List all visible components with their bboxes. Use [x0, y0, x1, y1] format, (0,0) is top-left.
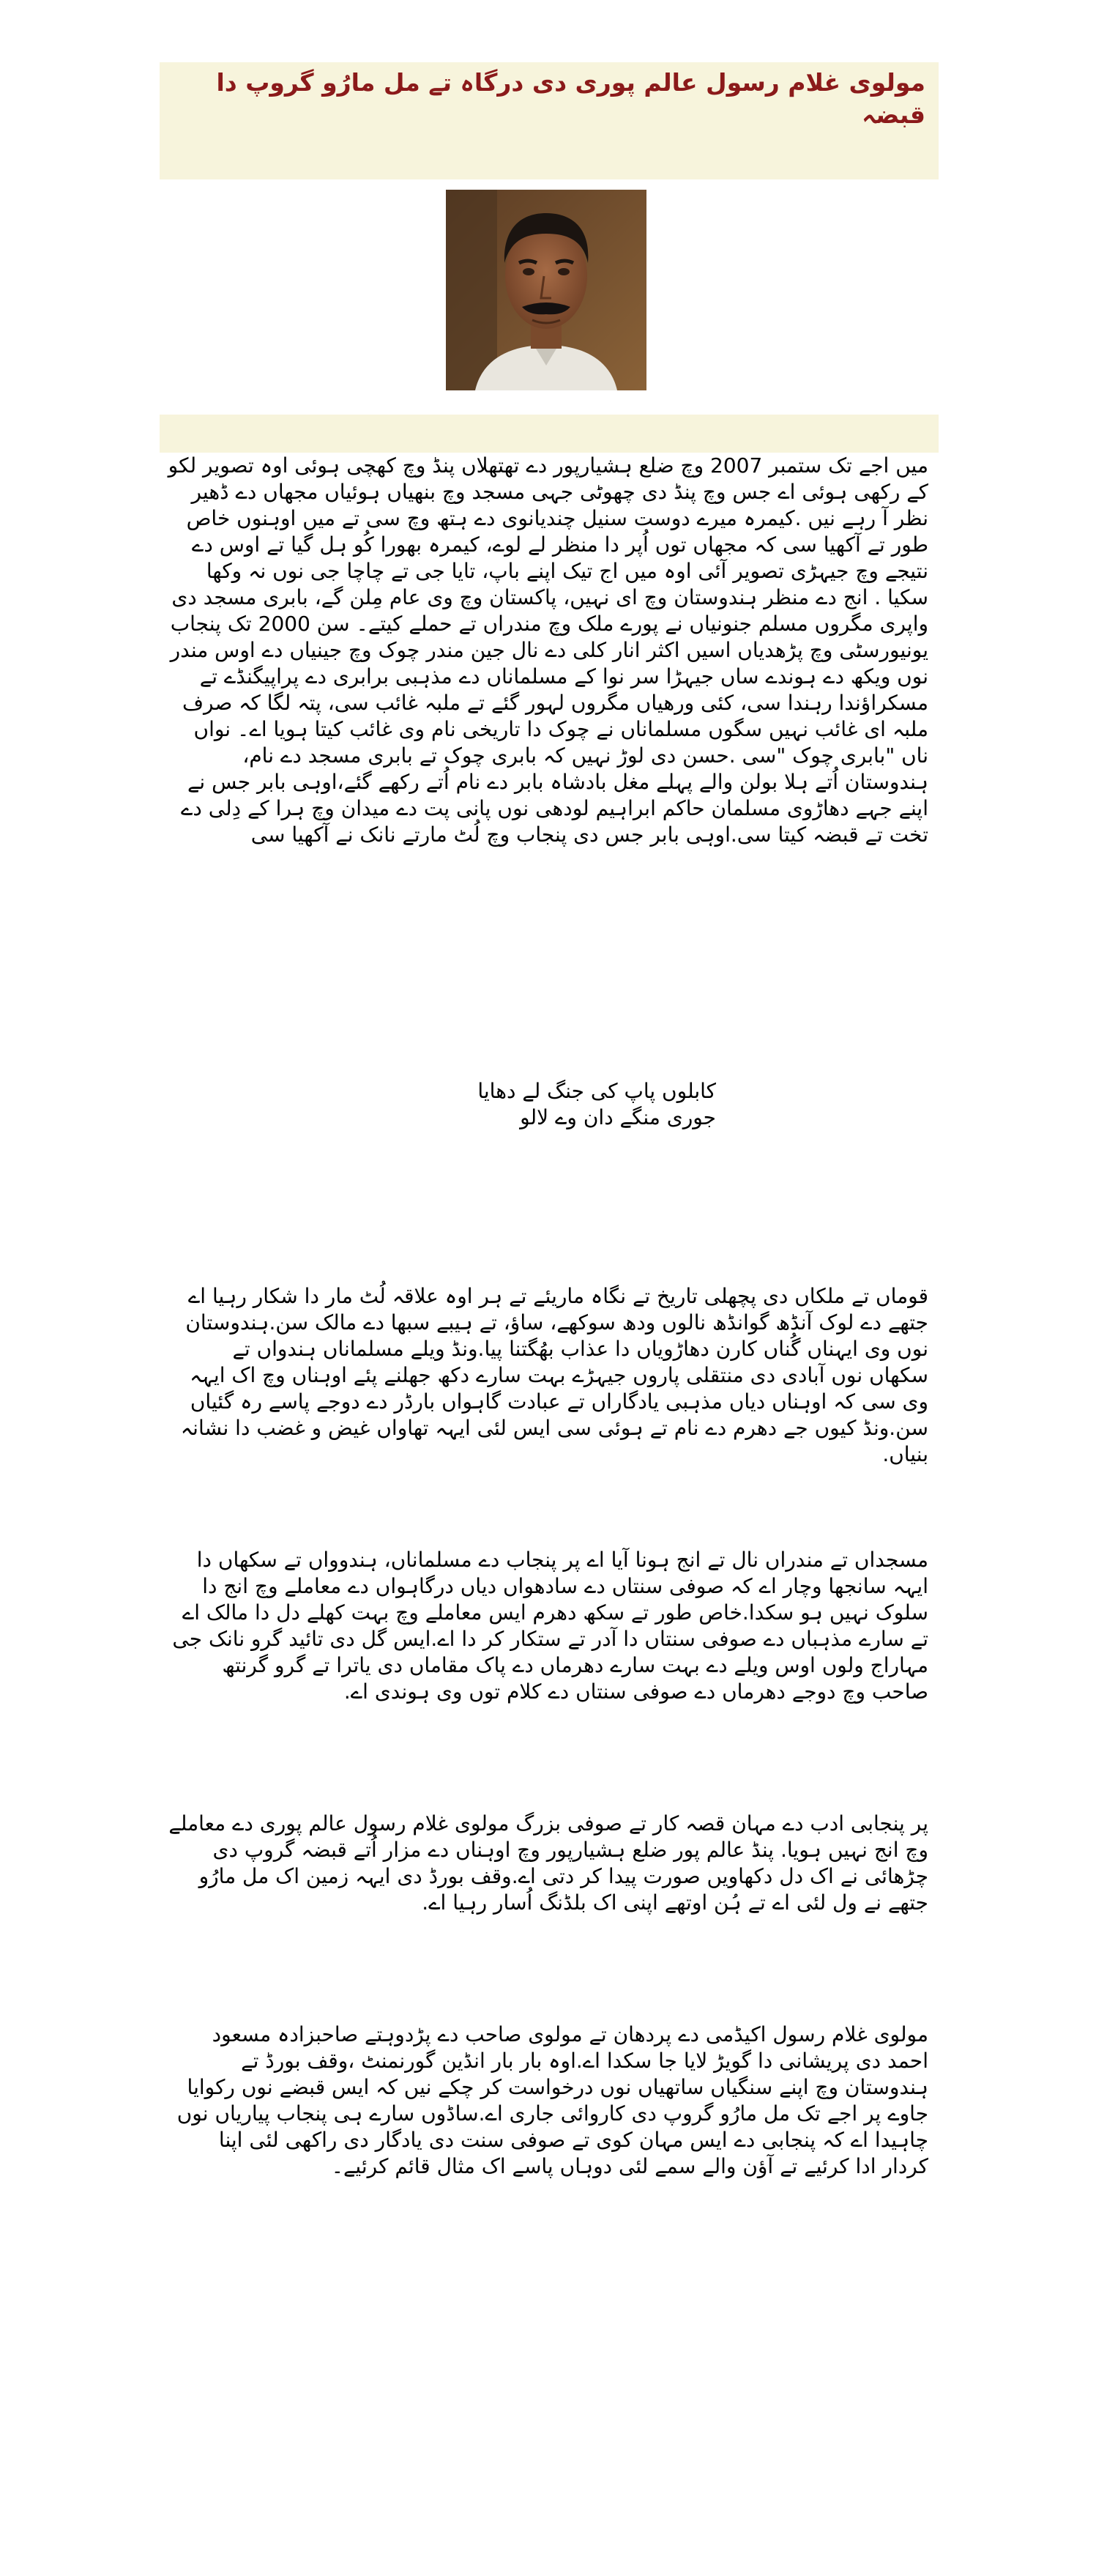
portrait-photo	[446, 190, 646, 390]
paragraph-4-text: پر پنجابی ادب دے مہان قصہ کار تے صوفی بزرگ مولوی غلام رسول عالم پوری دے معاملے وچ انج نہیں ہویا. پنڈ عالم پور ضلع ہشیارپور وچ اوہناں دے مزار اُتے قبضہ گروپ دی چڑھائی نے اک دل دکھاویں صورت پیدا کر دتی اے.وقف بورڈ دی ایہہ زمین اک مل مارُو جتھے نے ول لئی اے تے ہُن اوتھے اپنی اک بلڈنگ اُسار رہیا اے.	[168, 1811, 928, 1915]
paragraph-2-text: قوماں تے ملکاں دی پچھلی تاریخ تے نگاہ ماریئے تے ہر اوہ علاقہ لُٹ مار دا شکار رہیا اے جتھے دے لوک آنڈھ گوانڈھ نالوں ودھ سوکھے، ساؤ، تے ہیبے سبھا دے مالک سن.ہندوستان نوں وی ایہناں گُناں کارن دھاڑویاں دا عذاب بھُگتنا پیا.ونڈ ویلے مسلماناں ہندواں تے سکھاں نوں آبادی دی منتقلی پاروں جیہڑے بہت سارے دکھ جھلنے پئے اوہناں وچ اک ایہہ وی سی کہ اوہناں دیاں مذہبی یادگاراں تے عبادت گاہواں بارڈر دے دوجے پاسے رہ گئیاں سن.ونڈ کیوں جے دھرم دے نام تے ہوئی سی ایس لئی ایہہ تھاواں غیض و غضب دا نشانہ بنیاں.	[180, 1284, 928, 1466]
paragraph-5	[167, 2022, 928, 2180]
header-band	[160, 415, 939, 453]
poem-block	[167, 1078, 716, 1131]
paragraph-5-text: مولوی غلام رسول اکیڈمی دے پردھان تے مولوی صاحب دے پڑدوہتے صاحبزادہ مسعود احمد دی پریشانی دا گویڑ لایا جا سکدا اے.اوہ بار بار انڈین گورنمنٹ ،وقف بورڈ تے ہندوستان وچ اپنے سنگیاں ساتھیاں نوں درخواست کر چکے نیں کہ ایس قبضے نوں رکوایا جاوے پر اجے تک مل مارُو گروپ دی کاروائی جاری اے.ساڈوں سارے ہی پنجاب پیاریاں نوں چاہیدا اے کہ پنجابی دے ایس مہان کوی تے صوفی سنت دی یادگار دی راکھی لئی اپنا کردار ادا کرئیے تے آؤن والے سمے لئی دوہاں پاسے اک مثال قائم کرئیے۔	[176, 2022, 928, 2178]
paragraph-2	[167, 1283, 928, 1468]
page-title: مولوی غلام رسول عالم پوری دی درگاہ تے مل مارُو گروپ دا قبضہ	[216, 68, 925, 129]
poem-line-1: کابلوں پاپ کی جنگ لے دھایا	[477, 1079, 716, 1103]
paragraph-1-text: میں اجے تک ستمبر 2007 وچ ضلع ہشیارپور دے تھتھلاں پنڈ وچ کھچی ہوئی اوہ تصویر لکو کے رکھی ہوئی اے جس وچ پنڈ دی چھوٹی جہی مسجد وچ بنھیاں ہوئیاں مجھاں دے ڈھیر نظر آ رہے نیں .کیمرہ میرے دوست سنیل چندیانوی دے ہتھ وچ سی تے میں اوہنوں خاص طور تے آکھیا سی کہ مجھاں توں اُپر دا منظر لے لوے، کیمرہ بھورا کُو ہل گیا تے اوس دے نتیجے وچ جیہڑی تصویر آئی اوہ میں اج تیک اپنے باپ، تایا جی تے چاچا جی نوں نہ وکھا سکیا . انج دے منظر ہندوستان وچ ای نہیں، پاکستان وچ وی عام مِلن گے، بابری مسجد دی واپری مگروں مسلم جنونیاں نے پورے ملک وچ مندراں تے حملے کیتے۔ سن 2000 تک پنجاب یونیورسٹی وچ پڑھدیاں اسیں اکثر انار کلی دے نال جین مندر چوک وچ جینیاں دے اوس مندر نوں ویکھ دے ہوندے ساں جیہڑا سر نوا کے مسلماناں دے مذہبی برابری دے پراپیگنڈے تے مسکراؤندا رہندا سی، کئی ورھیاں مگروں لہور گئے تے ملبہ غائب سی، پتہ لگا کہ صرف ملبہ ای غائب نہیں سگوں مسلماناں نے چوک دا تاریخی نام وی غائب کیتا ہویا اے۔ نواں ناں "بابری چوک "سی .حسن دی لوڑ نہیں کہ بابری چوک تے بابری مسجد دے نام، ہندوستان اُتے ہلا بولن والے پہلے مغل بادشاہ بابر دے نام اُتے رکھے گئے،اوہی بابر جس نے اپنے جہے دھاڑوی مسلمان حاکم ابراہیم لودھی نوں پانی پت دے میدان وچ ہرا کے دِلی دے تخت تے قبضہ کیتا سی.اوہی بابر جس دی پنجاب وچ لُٹ مارتے نانک نے آکھیا سی	[168, 453, 928, 847]
poem-line-2: جوری منگے دان وے لالو	[520, 1105, 716, 1129]
title-box	[160, 62, 939, 179]
paragraph-1	[167, 453, 928, 848]
paragraph-4	[167, 1811, 928, 1916]
portrait-photo-icon	[446, 190, 646, 390]
paragraph-3	[167, 1547, 928, 1705]
paragraph-3-text: مسجداں تے مندراں نال تے انج ہونا آیا اے پر پنجاب دے مسلماناں، ہندوواں تے سکھاں دا ایہہ سانجھا وچار اے کہ صوفی سنتاں دے سادھواں دیاں درگاہواں دے معاملے وچ انج دا سلوک نہیں ہو سکدا.خاص طور تے سکھ دھرم ایس معاملے وچ بہت کھلے دل دا مالک اے تے سارے مذہباں دے صوفی سنتاں دا آدر تے ستکار کر دا اے.ایس گل دی تائید گرو نانک جی مہاراج ولوں اوس ویلے دے بہت سارے دھرماں دے پاک مقاماں دی یاترا تے گرو گرنتھ صاحب وچ دوجے دھرماں دے صوفی سنتاں دے کلام توں وی ہوندی اے.	[172, 1548, 928, 1704]
